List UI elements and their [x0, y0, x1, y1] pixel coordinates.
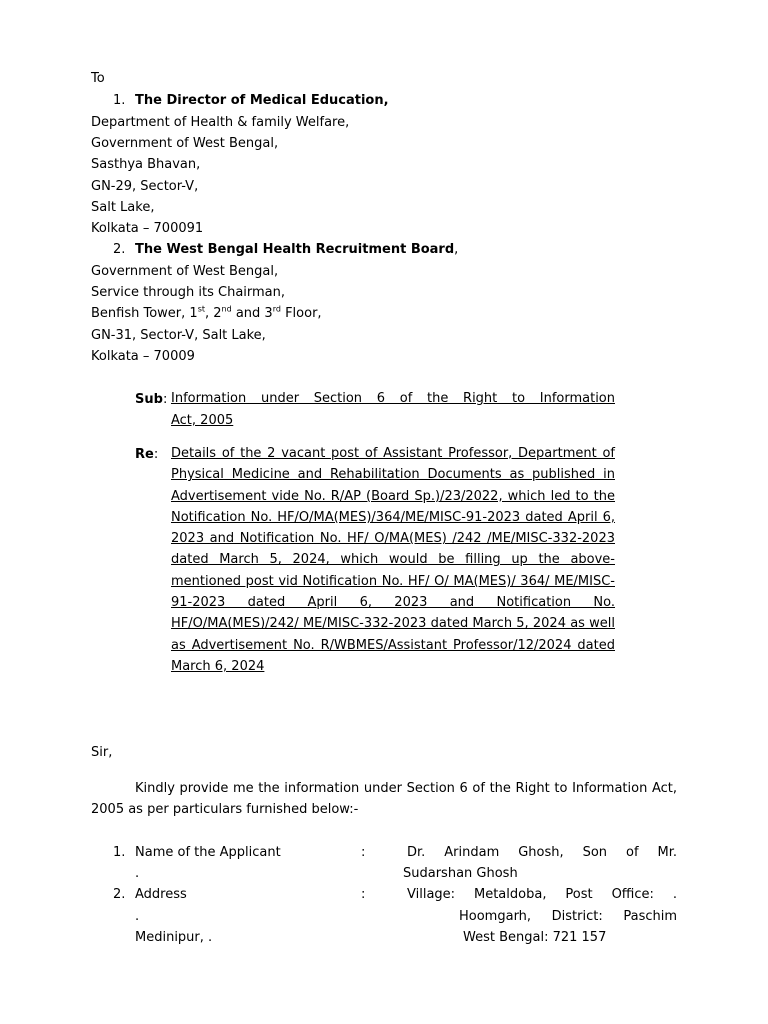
- particular2-colon: :: [361, 887, 366, 902]
- subject-label: Sub:: [135, 392, 168, 407]
- recipient1-line: Department of Health & family Welfare,: [91, 115, 350, 130]
- recipient1-line: GN-29, Sector-V,: [91, 179, 199, 194]
- to-line: To: [91, 71, 105, 86]
- particular2-label-line3: Medinipur, .: [135, 930, 213, 945]
- recipient2-tower-line: Benfish Tower, 1st, 2nd and 3rd Floor,: [91, 304, 322, 321]
- recipient1-line: Sasthya Bhavan,: [91, 157, 201, 172]
- particular1-dot: .: [135, 866, 140, 881]
- recipient1-line: Salt Lake,: [91, 200, 155, 215]
- particular1-value: Dr. Arindam Ghosh, Son of Mr.: [407, 845, 677, 860]
- subject-line2: Act, 2005: [171, 413, 234, 428]
- particular2-value: Hoomgarh, District: Paschim: [459, 909, 677, 924]
- re-label: Re:: [135, 447, 159, 462]
- recipient2-line: Service through its Chairman,: [91, 285, 286, 300]
- recipient2-name: The West Bengal Health Recruitment Board,: [135, 242, 459, 257]
- particular2-dot: .: [135, 909, 140, 924]
- recipient2-number: 2.: [113, 242, 126, 257]
- particular2-label: Address: [135, 887, 187, 902]
- recipient1-number: 1.: [113, 93, 126, 108]
- recipient1-line: Kolkata – 700091: [91, 221, 204, 236]
- recipient1-name: The Director of Medical Education,: [135, 93, 389, 108]
- particular2-value: Village: Metaldoba, Post Office: .: [407, 887, 677, 902]
- particular2-number: 2.: [113, 887, 126, 902]
- subject-line1: Information under Section 6 of the Right to Information: [171, 391, 615, 406]
- body-paragraph: Kindly provide me the information under Section 6 of the Right to Information Act, 2005 as per particulars furnished below:-: [91, 781, 677, 817]
- recipient2-line: GN-31, Sector-V, Salt Lake,: [91, 328, 266, 343]
- particular2-value: West Bengal: 721 157: [463, 930, 607, 945]
- particular1-label: Name of the Applicant: [135, 845, 281, 860]
- recipient2-line: Kolkata – 70009: [91, 349, 195, 364]
- recipient2-line: Government of West Bengal,: [91, 264, 279, 279]
- re-text: Details of the 2 vacant post of Assistant Professor, Department of Physical Medicine and Rehabilitation Documents as published in Advertisement vide No. R/AP (Board Sp.)/23/2022, which led to the Notification No. HF/O/MA(MES)/364/ME/MISC-91-2023 dated April 6, 2023 and Notification No. HF/ O/MA(MES) /242 /ME/MISC-332-2023 dated March 5, 2024, which would be filling up the above-mentioned post vid Notification No. HF/ O/ MA(MES)/ 364/ ME/MISC-91-2023 dated April 6, 2023 and Notification No. HF/O/MA(MES)/242/ ME/MISC-332-2023 dated March 5, 2024 as well as Advertisement No. R/WBMES/Assistant Professor/12/2024 dated March 6, 2024: [171, 446, 615, 674]
- particular1-colon: :: [361, 845, 366, 860]
- particular1-number: 1.: [113, 845, 126, 860]
- salutation: Sir,: [91, 745, 113, 760]
- recipient1-line: Government of West Bengal,: [91, 136, 279, 151]
- particular1-value: Sudarshan Ghosh: [403, 866, 518, 881]
